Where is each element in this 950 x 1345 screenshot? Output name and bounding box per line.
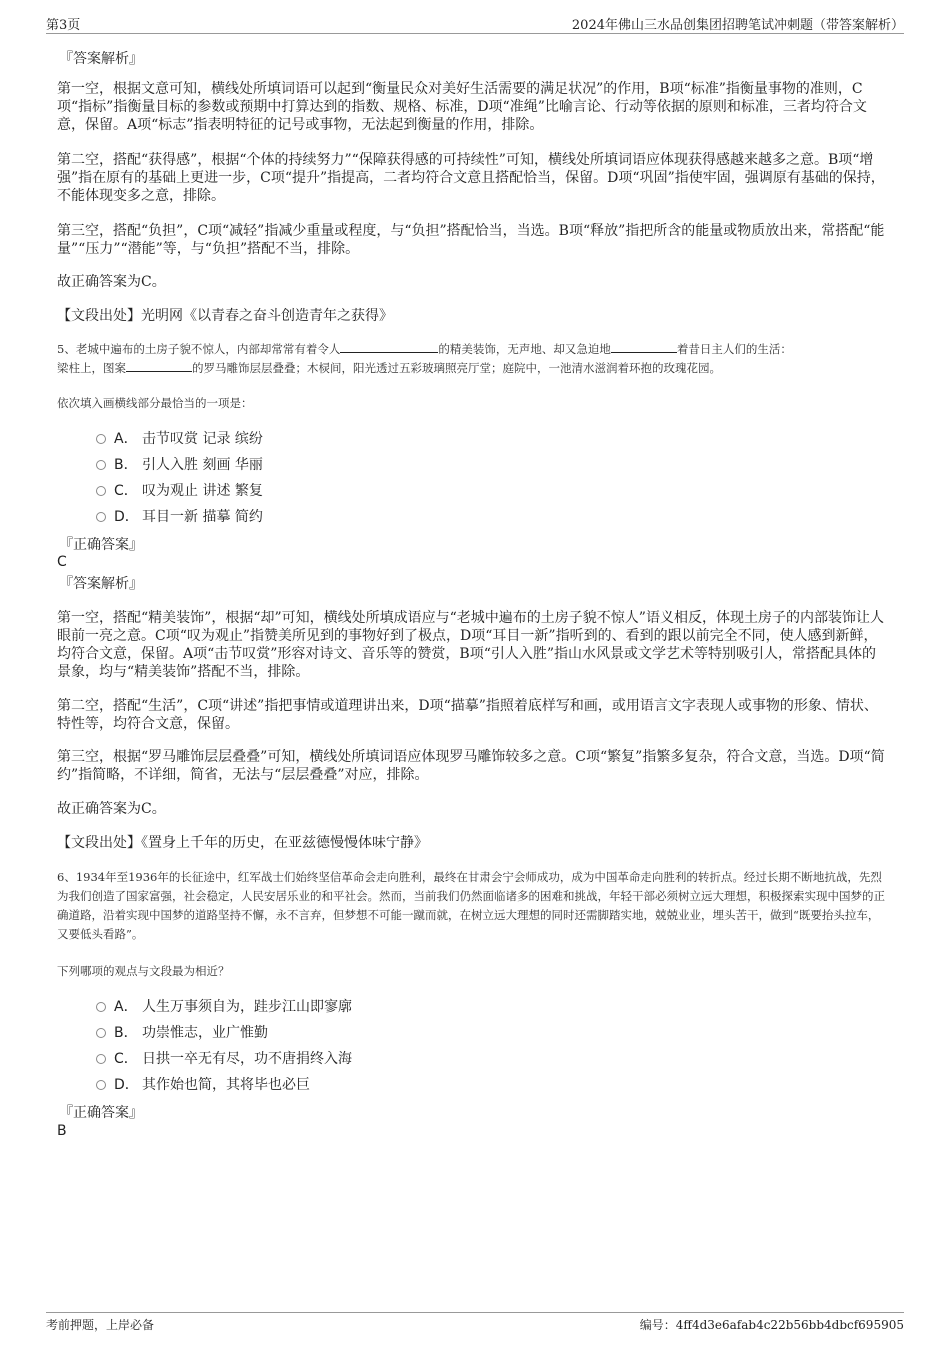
q6-option-d[interactable] [96, 1076, 310, 1094]
q6-option-b[interactable] [96, 1024, 268, 1042]
option-letter: D． [114, 1077, 139, 1093]
q4-analysis-p2: 第二空，搭配“获得感”，根据“个体的持续努力”“保障获得感的可持续性”可知，横线处所填词语应体现获得感越来越多之意。B项“增强”指在原有的基础上更进一步，C项“提升”指提高，二者均符合文意且搭配恰当，保留。D项“巩固”指使牢固，强调原有基础的保持，不能体现变多之意，排除。 [57, 152, 885, 204]
option-letter: B． [114, 1025, 138, 1041]
q5-blank-1 [340, 341, 438, 353]
radio-icon[interactable] [96, 1002, 106, 1012]
q6-prompt: 下列哪项的观点与文段最为相近？ [57, 964, 230, 978]
q5-option-a[interactable] [96, 430, 263, 448]
q4-conclusion: 故正确答案为C。 [57, 274, 166, 290]
q5-blank-2 [611, 341, 677, 353]
q5-analysis-p3: 第三空，根据“罗马雕饰层层叠叠”可知，横线处所填词语应体现罗马雕饰较多之意。C项“繁复”指繁多复杂，符合文意，当选。D项“简约”指简略，不详细，简省，无法与“层层叠叠”对应，排除。 [57, 749, 885, 783]
q6-option-a[interactable] [96, 998, 352, 1016]
radio-icon[interactable] [96, 1054, 106, 1064]
option-letter: A． [114, 431, 138, 447]
q5-blank-3 [126, 360, 192, 372]
q5-correct-answer: C [57, 554, 67, 570]
radio-icon[interactable] [96, 1028, 106, 1038]
option-text: 其作始也简，其将毕也必巨 [142, 1077, 310, 1093]
q5-stem [57, 340, 890, 378]
q5-analysis-p2: 第二空，搭配“生活”，C项“讲述”指把事情或道理讲出来，D项“描摹”指照着底样写和画，或用语言文字表现人或事物的形象、情状、特性等，均符合文意，保留。 [57, 698, 878, 732]
q5-option-c[interactable] [96, 482, 263, 500]
q6-correct-label: 『正确答案』 [59, 1105, 143, 1121]
q5-number: 5、 [57, 342, 76, 356]
q5-text-a: 老城中遍布的土房子貌不惊人，内部却常常有着令人 [75, 342, 341, 356]
q5-source: 【文段出处】《置身上千年的历史，在亚兹德慢慢体味宁静》 [57, 835, 428, 851]
option-text: 日拱一卒无有尽，功不唐捐终入海 [142, 1051, 352, 1067]
radio-icon[interactable] [96, 434, 106, 444]
option-text: 耳目一新 描摹 简约 [142, 509, 263, 525]
page-footer [46, 1312, 904, 1332]
q4-analysis-label: 『答案解析』 [59, 51, 143, 67]
option-letter: A． [114, 999, 138, 1015]
radio-icon[interactable] [96, 486, 106, 496]
q4-analysis-p1: 第一空，根据文意可知，横线处所填词语可以起到“衡量民众对美好生活需要的满足状况”的作用，B项“标准”指衡量事物的准则，C项“指标”指衡量目标的参数或预期中打算达到的指数、规格、标准，D项“准绳”比喻言论、行动等依据的原则和标准，三者均符合文意，保留。A项“标志”指表明特征的记号或事物，无法起到衡量的作用，排除。 [57, 81, 867, 133]
option-letter: D． [114, 509, 139, 525]
option-text: 引人入胜 刻画 华丽 [142, 457, 263, 473]
radio-icon[interactable] [96, 1080, 106, 1090]
q5-correct-label: 『正确答案』 [59, 537, 143, 553]
q6-number: 6、 [57, 870, 76, 884]
q5-text-c: 着昔日主人们的生活： [676, 342, 792, 356]
option-text: 功崇惟志，业广惟勤 [142, 1025, 268, 1041]
q5-analysis-label: 『答案解析』 [59, 576, 143, 592]
q5-analysis-p1: 第一空，搭配“精美装饰”，根据“却”可知，横线处所填成语应与“老城中遍布的土房子貌不惊人”语义相反，体现土房子的内部装饰让人眼前一亮之意。C项“叹为观止”指赞美所见到的事物好到了极点，D项“耳目一新”指听到的、看到的跟以前完全不同，使人感到新鲜，均符合文意，保留。A项“击节叹赏”形容对诗文、音乐等的赞赏，B项“引人入胜”指山水风景或文学艺术等特别吸引人，常搭配具体的景象，均与“精美装饰”搭配不当，排除。 [57, 610, 884, 680]
option-letter: B． [114, 457, 138, 473]
footer-slogan: 考前押题，上岸必备 [46, 1318, 155, 1332]
page-number: 第3页 [46, 18, 81, 33]
option-text: 叹为观止 讲述 繁复 [142, 483, 263, 499]
radio-icon[interactable] [96, 460, 106, 470]
page-header [46, 14, 904, 34]
q5-text-b: 的精美装饰，无声地、却又急迫地 [438, 342, 611, 356]
q6-stem [57, 868, 890, 944]
q5-text-e: 的罗马雕饰层层叠叠；木棂间，阳光透过五彩玻璃照亮厅堂；庭院中，一池清水滋润着环抱的玫瑰花园。 [192, 361, 721, 375]
q4-analysis-p3: 第三空，搭配“负担”，C项“减轻”指减少重量或程度，与“负担”搭配恰当，当选。B项“释放”指把所含的能量或物质放出来，常搭配“能量”“压力”“潜能”等，与“负担”搭配不当，排除。 [57, 223, 885, 257]
document-title: 2024年佛山三水品创集团招聘笔试冲刺题（带答案解析） [571, 18, 904, 33]
q6-option-c[interactable] [96, 1050, 352, 1068]
q6-correct-answer: B [57, 1123, 67, 1139]
option-text: 击节叹赏 记录 缤纷 [142, 431, 263, 447]
q5-option-b[interactable] [96, 456, 263, 474]
document-id: 编号：4ff4d3e6afab4c22b56bb4dbcf695905 [639, 1318, 904, 1332]
q5-option-d[interactable] [96, 508, 263, 526]
q4-source: 【文段出处】光明网《以青春之奋斗创造青年之获得》 [57, 308, 393, 324]
option-text: 人生万事须自为，跬步江山即寥廓 [142, 999, 352, 1015]
q5-text-d: 梁柱上，图案 [57, 361, 126, 375]
radio-icon[interactable] [96, 512, 106, 522]
option-letter: C． [114, 1051, 138, 1067]
option-letter: C． [114, 483, 138, 499]
q6-text: 1934年至1936年的长征途中，红军战士们始终坚信革命会走向胜利，最终在甘肃会宁会师成功，成为中国革命走向胜利的转折点。经过长期不断地抗战，先烈为我们创造了国家富强，社会稳定，人民安居乐业的和平社会。然而，当前我们仍然面临诸多的困难和挑战，年轻干部必须树立远大理想，积极探索实现中国梦的正确道路，沿着实现中国梦的道路坚持不懈，永不言弃，但梦想不可能一蹴而就，在树立远大理想的同时还需脚踏实地，兢兢业业，埋头苦干，做到“既要抬头拉车，又要低头看路”。 [57, 870, 885, 941]
q5-prompt: 依次填入画横线部分最恰当的一项是： [57, 396, 253, 410]
q5-conclusion: 故正确答案为C。 [57, 801, 166, 817]
